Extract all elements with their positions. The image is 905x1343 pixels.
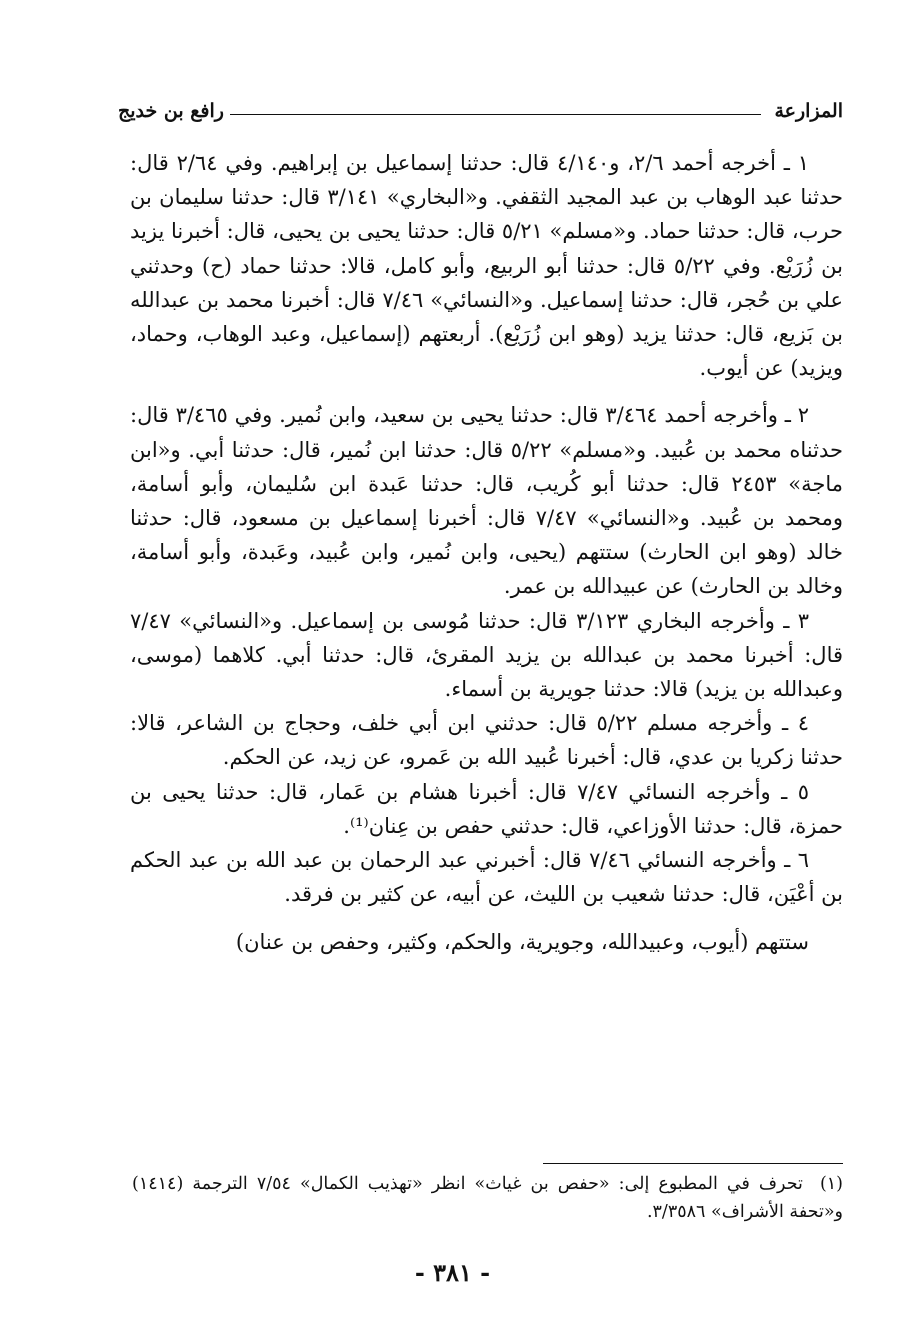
summary-line: ستتهم (أيوب، وعبيدالله، وجويرية، والحكم، وكثير، وحفص بن عنان) xyxy=(235,930,809,955)
page-number: - ٣٨١ - xyxy=(414,1258,491,1287)
paragraph-2: ٢ ـ وأخرجه أحمد ٣/٤٦٤ قال: حدثنا يحيى بن سعيد، وابن نُمير. وفي ٣/٤٦٥ قال: حدثناه محمد بن عُبيد. و«مسلم» ٥/٢٢ قال: حدثنا ابن نُمير، قال: حدثنا أبي. و«ابن ماجة» ٢٤٥٣ قال: حدثنا أبو كُريب، قال: حدثنا عَبدة ابن سُليمان، وأبو أسامة، ومحمد بن عُبيد. و«النسائي» ٧/٤٧ قال: أخبرنا إسماعيل بن مسعود، قال: حدثنا خالد (وهو ابن الحارث) ستتهم (يحيى، وابن نُمير، وابن عُبيد، وعَبدة، وأبو أسامة، وخالد بن الحارث) عن عبيدالله بن عمر. xyxy=(130,403,844,599)
header-rule xyxy=(230,114,761,115)
main-text xyxy=(130,146,843,960)
footnote-rule xyxy=(543,1163,843,1164)
running-header xyxy=(118,100,843,134)
paragraph-5: ٥ ـ وأخرجه النسائي ٧/٤٧ قال: أخبرنا هشام بن عَمار، قال: حدثنا يحيى بن حمزة، قال: حدثنا الأوزاعي، قال: حدثني حفص بن عِنان⁽¹⁾. xyxy=(130,779,843,838)
paragraph-3: ٣ ـ وأخرجه البخاري ٣/١٢٣ قال: حدثنا مُوسى بن إسماعيل. و«النسائي» ٧/٤٧ قال: أخبرنا محمد بن عبدالله بن يزيد المقرئ، قال: حدثنا أبي. كلاهما (موسى، وعبدالله بن يزيد) قالا: حدثنا جويرية بن أسماء. xyxy=(130,608,843,702)
chapter-title: المزارعة xyxy=(774,100,843,122)
paragraph-4: ٤ ـ وأخرجه مسلم ٥/٢٢ قال: حدثني ابن أبي خلف، وحجاج بن الشاعر، قالا: حدثنا زكريا بن عدي، قال: أخبرنا عُبيد الله بن عَمرو، عن زيد، عن الحكم. xyxy=(130,711,843,770)
paragraph-6: ٦ ـ وأخرجه النسائي ٧/٤٦ قال: أخبرني عبد الرحمان بن عبد الله بن عبد الحكم بن أعْيَن، قال: حدثنا شعيب بن الليث، عن أبيه، عن كثير بن فرقد. xyxy=(130,848,843,907)
companion-name: رافع بن خديج xyxy=(118,100,224,122)
paragraph-1: ١ ـ أخرجه أحمد ٢/٦، و٤/١٤٠ قال: حدثنا إسماعيل بن إبراهيم. وفي ٢/٦٤ قال: حدثنا عبد الوهاب بن عبد المجيد الثقفي. و«البخاري» ٣/١٤١ قال: حدثنا سليمان بن حرب، قال: حدثنا حماد. و«مسلم» ٥/٢١ قال: حدثنا يحيى بن يحيى، قال: أخبرنا يزيد بن زُرَيْع. وفي ٥/٢٢ قال: حدثنا أبو الربيع، وأبو كامل، قالا: حدثنا حماد (ح) وحدثني علي بن حُجر، قال: حدثنا إسماعيل. و«النسائي» ٧/٤٦ قال: أخبرنا محمد بن عبدالله بن بَزيع، قال: حدثنا يزيد (وهو ابن زُرَيْع). أربعتهم (إسماعيل، وعبد الوهاب، وحماد، ويزيد) عن أيوب. xyxy=(130,151,843,381)
footnote-mark: (١) xyxy=(819,1174,843,1194)
footnote xyxy=(132,1170,843,1226)
footnote-text: تحرف في المطبوع إلى: «حفص بن غياث» انظر «تهذيب الكمال» ٧/٥٤ الترجمة (١٤١٤) و«تحفة الأشراف» ٣/٣٥٨٦. xyxy=(132,1174,843,1222)
